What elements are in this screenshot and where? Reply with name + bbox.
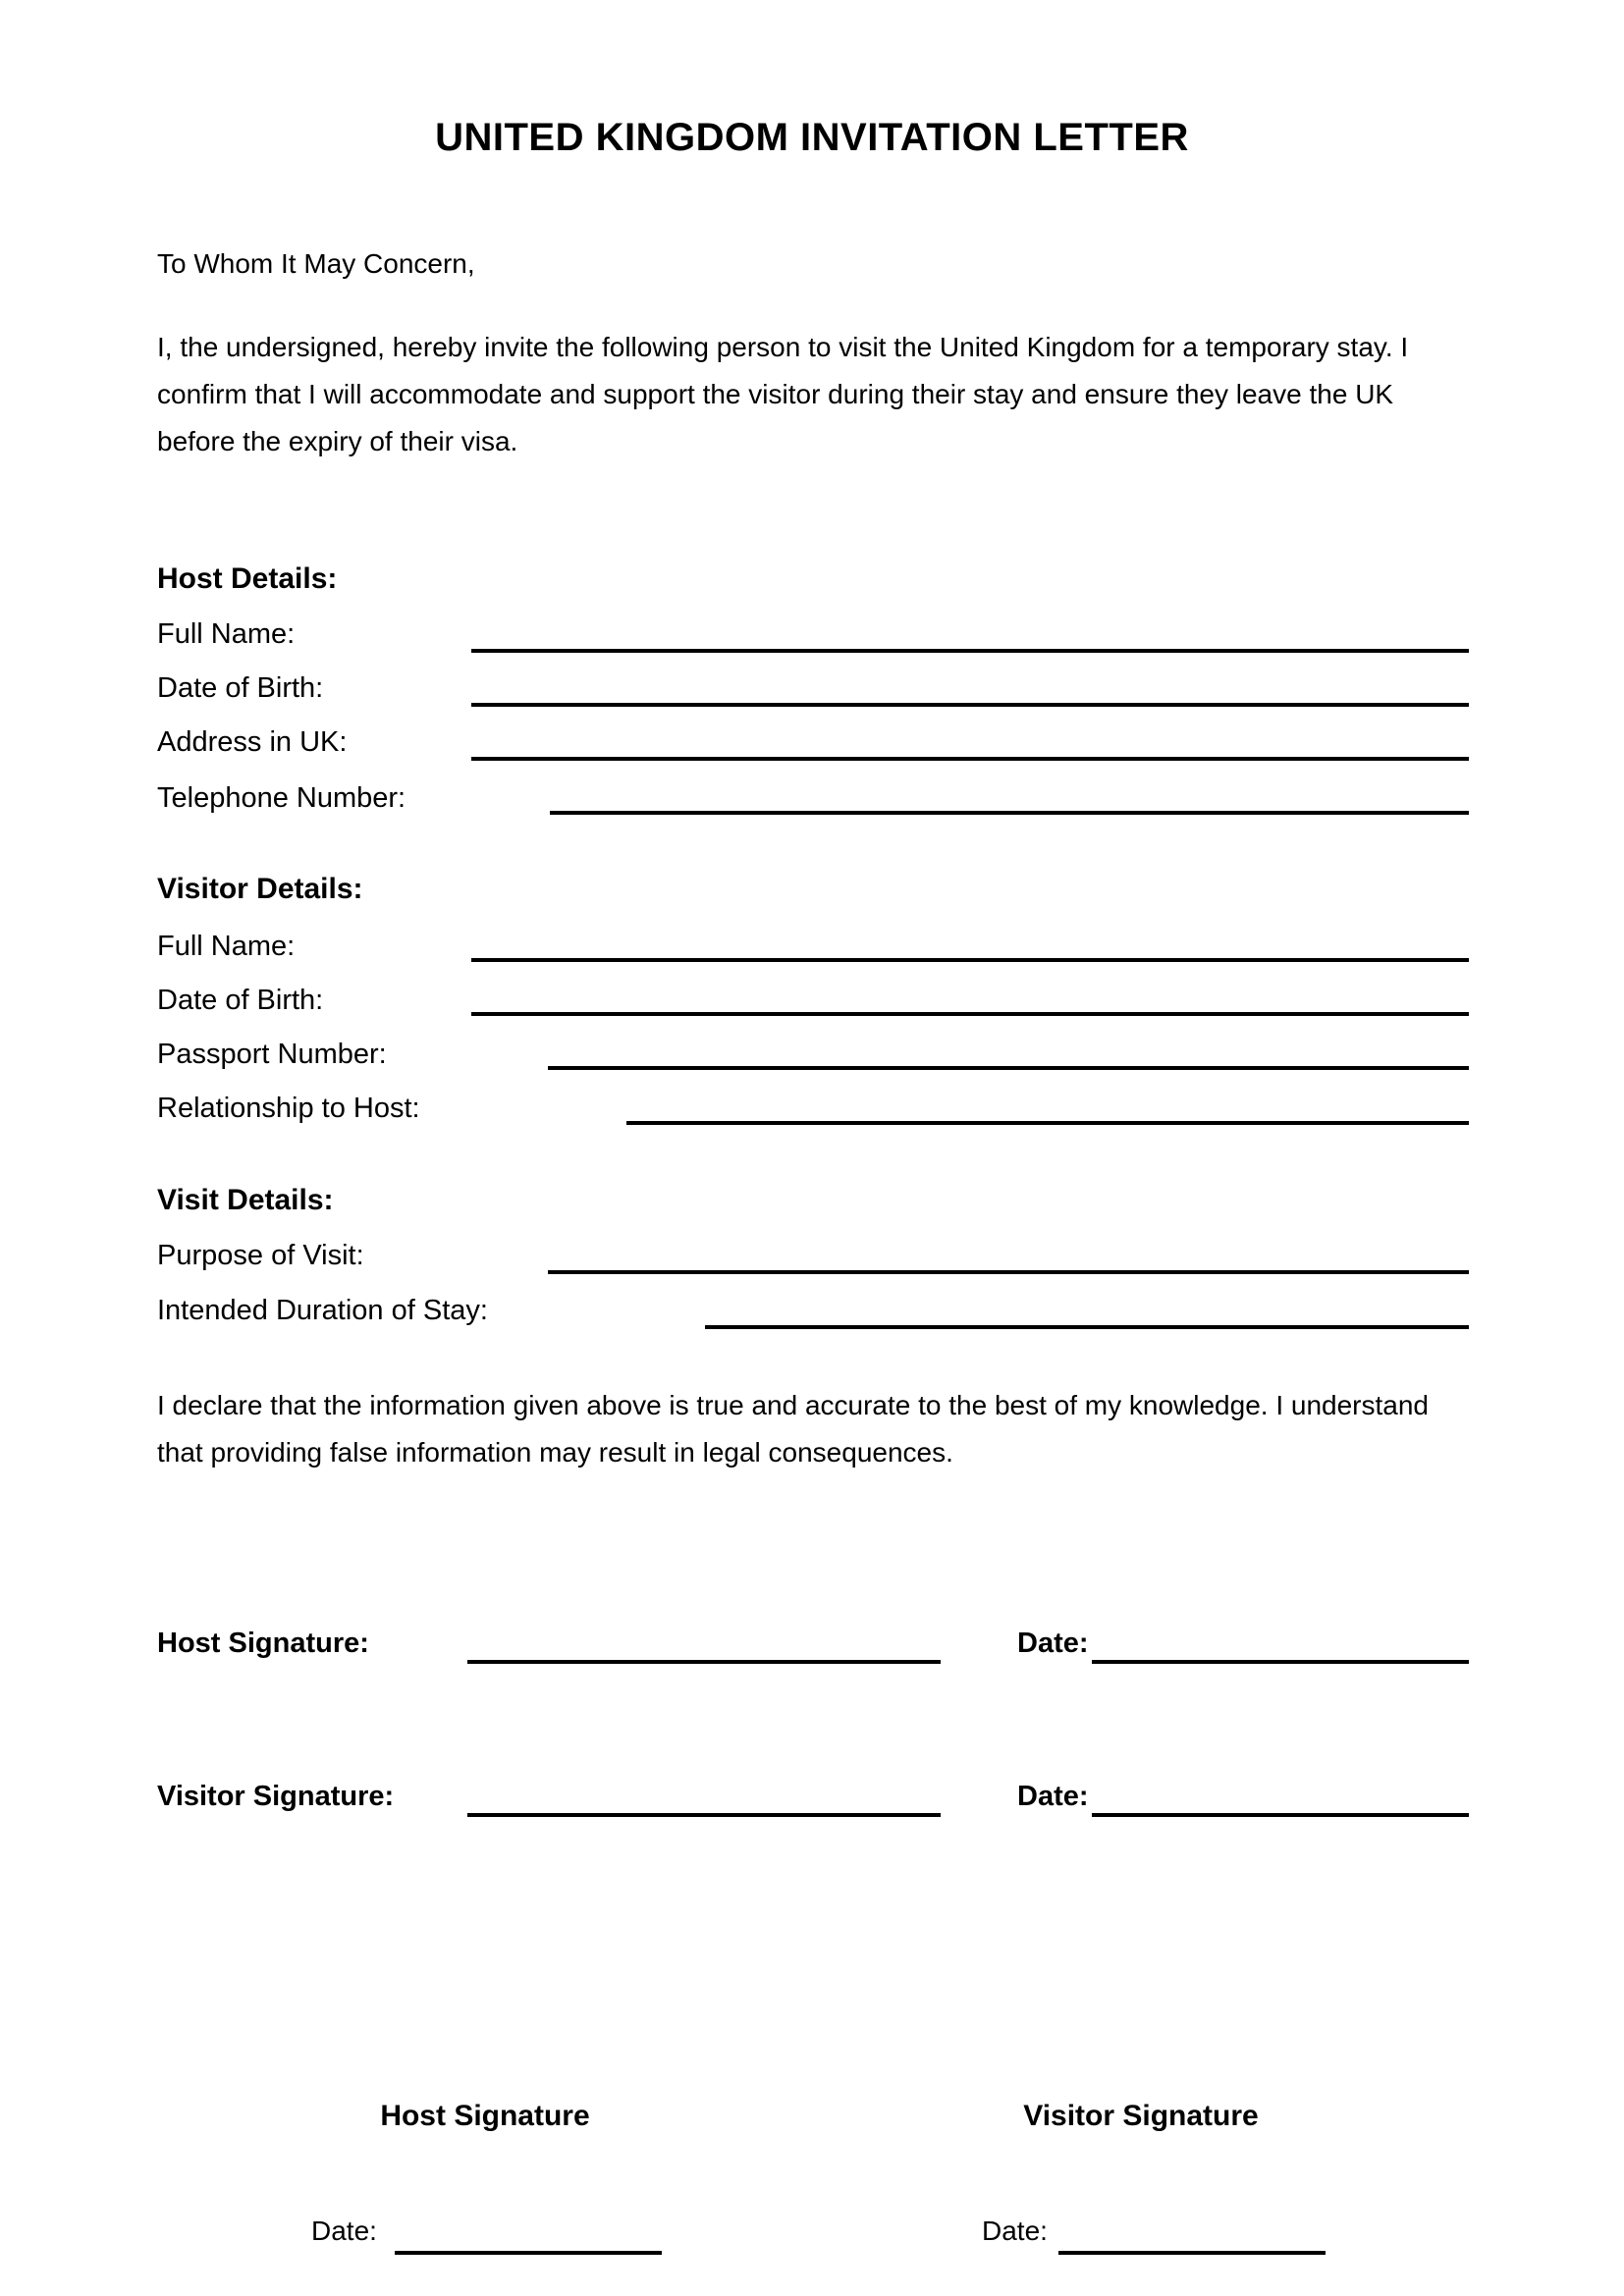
host-signature-date-line[interactable]: [1092, 1660, 1469, 1664]
footer-host-date-line[interactable]: [395, 2251, 662, 2255]
footer-visitor-signature-label: Visitor Signature: [1023, 2100, 1259, 2132]
visitor-signature-date-label: Date:: [1017, 1781, 1089, 1812]
visitor-relationship-label: Relationship to Host:: [157, 1093, 420, 1124]
duration-of-stay-line[interactable]: [705, 1325, 1469, 1329]
host-telephone-line[interactable]: [550, 811, 1469, 815]
duration-of-stay-label: Intended Duration of Stay:: [157, 1295, 488, 1326]
visitor-passport-number-line[interactable]: [548, 1066, 1469, 1070]
declaration-paragraph: I declare that the information given above is true and accurate to the best of my knowledge. I understand that providing false information may result in legal consequences.: [157, 1390, 1429, 1468]
visitor-relationship-line[interactable]: [626, 1121, 1469, 1125]
footer-host-date-label: Date:: [311, 2216, 377, 2246]
salutation: To Whom It May Concern,: [157, 248, 475, 279]
host-address-label: Address in UK:: [157, 726, 348, 758]
host-telephone-label: Telephone Number:: [157, 782, 406, 814]
footer-host-signature-label: Host Signature: [380, 2100, 590, 2132]
footer-visitor-date-label: Date:: [982, 2216, 1048, 2246]
host-signature-line[interactable]: [467, 1660, 941, 1664]
purpose-of-visit-line[interactable]: [548, 1270, 1469, 1274]
host-date-of-birth-line[interactable]: [471, 703, 1469, 707]
visitor-details-heading: Visitor Details:: [157, 873, 363, 905]
host-details-heading: Host Details:: [157, 562, 338, 595]
intro-paragraph: I, the undersigned, hereby invite the following person to visit the United Kingdom for a temporary stay. I confirm that I will accommodate and support the visitor during their stay and ensure they leave the UK before the expiry of their visa.: [157, 332, 1409, 456]
visitor-full-name-label: Full Name:: [157, 931, 296, 962]
visitor-signature-line[interactable]: [467, 1813, 941, 1817]
visitor-signature-date-line[interactable]: [1092, 1813, 1469, 1817]
document-title: UNITED KINGDOM INVITATION LETTER: [435, 116, 1189, 159]
host-signature-date-label: Date:: [1017, 1628, 1089, 1659]
host-full-name-label: Full Name:: [157, 618, 296, 650]
host-signature-label: Host Signature:: [157, 1628, 369, 1659]
host-address-line[interactable]: [471, 757, 1469, 761]
visitor-full-name-line[interactable]: [471, 958, 1469, 962]
purpose-of-visit-label: Purpose of Visit:: [157, 1240, 364, 1271]
visitor-date-of-birth-line[interactable]: [471, 1012, 1469, 1016]
host-date-of-birth-label: Date of Birth:: [157, 672, 324, 704]
visit-details-heading: Visit Details:: [157, 1184, 334, 1216]
visitor-passport-number-label: Passport Number:: [157, 1039, 387, 1070]
footer-visitor-date-line[interactable]: [1058, 2251, 1326, 2255]
visitor-signature-label: Visitor Signature:: [157, 1781, 395, 1812]
host-full-name-line[interactable]: [471, 649, 1469, 653]
visitor-date-of-birth-label: Date of Birth:: [157, 985, 324, 1016]
